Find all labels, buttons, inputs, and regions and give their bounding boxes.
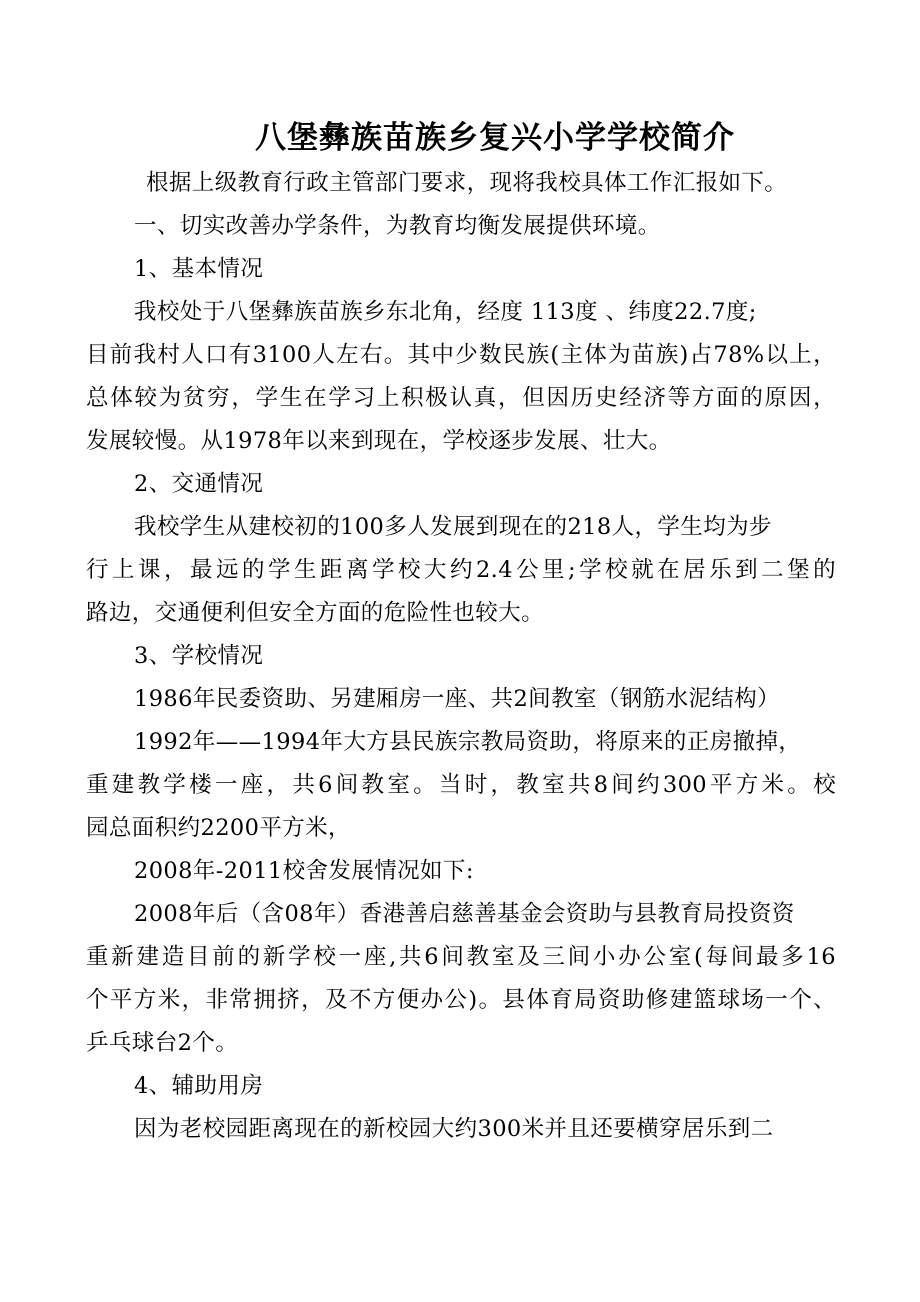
- paragraph-line: 重建教学楼一座，共6间教室。当时，教室共8间约300平方米。校: [86, 772, 836, 798]
- subheading-auxiliary: 4、辅助用房: [134, 1073, 264, 1099]
- document-title: 八堡彝族苗族乡复兴小学学校简介: [255, 120, 735, 156]
- paragraph-line: 我校处于八堡彝族苗族乡东北角，经度 113度 、纬度22.7度;: [134, 299, 757, 325]
- paragraph-line: 总体较为贫穷，学生在学习上积极认真，但因历史经济等方面的原因，: [86, 385, 836, 411]
- paragraph-line: 个平方米，非常拥挤，及不方便办公)。县体育局资助修建篮球场一个、: [86, 987, 836, 1013]
- paragraph-line: 1992年——1994年大方县民族宗教局资助，将原来的正房撤掉，: [134, 729, 802, 755]
- paragraph-line: 园总面积约2200平方米，: [86, 815, 351, 841]
- section-heading-1: 一、切实改善办学条件，为教育均衡发展提供环境。: [134, 213, 661, 239]
- paragraph-line: 发展较慢。从1978年以来到现在，学校逐步发展、壮大。: [86, 428, 672, 454]
- subheading-transport: 2、交通情况: [134, 471, 264, 497]
- subheading-basic-info: 1、基本情况: [134, 256, 264, 282]
- paragraph-line: 我校学生从建校初的100多人发展到现在的218人，学生均为步: [134, 514, 772, 540]
- paragraph-line: 1986年民委资助、另建厢房一座、共2间教室（钢筋水泥结构）: [134, 686, 781, 712]
- subheading-school: 3、学校情况: [134, 643, 264, 669]
- intro-paragraph: 根据上级教育行政主管部门要求，现将我校具体工作汇报如下。: [146, 170, 788, 196]
- paragraph-line: 2008年后（含08年）香港善启慈善基金会资助与县教育局投资资: [134, 901, 795, 927]
- paragraph-line: 重新建造目前的新学校一座,共6间教室及三间小办公室(每间最多16: [86, 944, 836, 970]
- paragraph-line: 2008年-2011校舍发展情况如下:: [134, 858, 474, 884]
- paragraph-line: 路边，交通便利但安全方面的危险性也较大。: [86, 600, 545, 626]
- paragraph-line: 因为老校园距离现在的新校园大约300米并且还要横穿居乐到二: [134, 1116, 774, 1142]
- paragraph-line: 乒乓球台2个。: [86, 1030, 239, 1056]
- paragraph-line: 目前我村人口有3100人左右。其中少数民族(主体为苗族)占78%以上，: [86, 342, 836, 368]
- paragraph-line: 行上课，最远的学生距离学校大约2.4公里;学校就在居乐到二堡的: [86, 557, 836, 583]
